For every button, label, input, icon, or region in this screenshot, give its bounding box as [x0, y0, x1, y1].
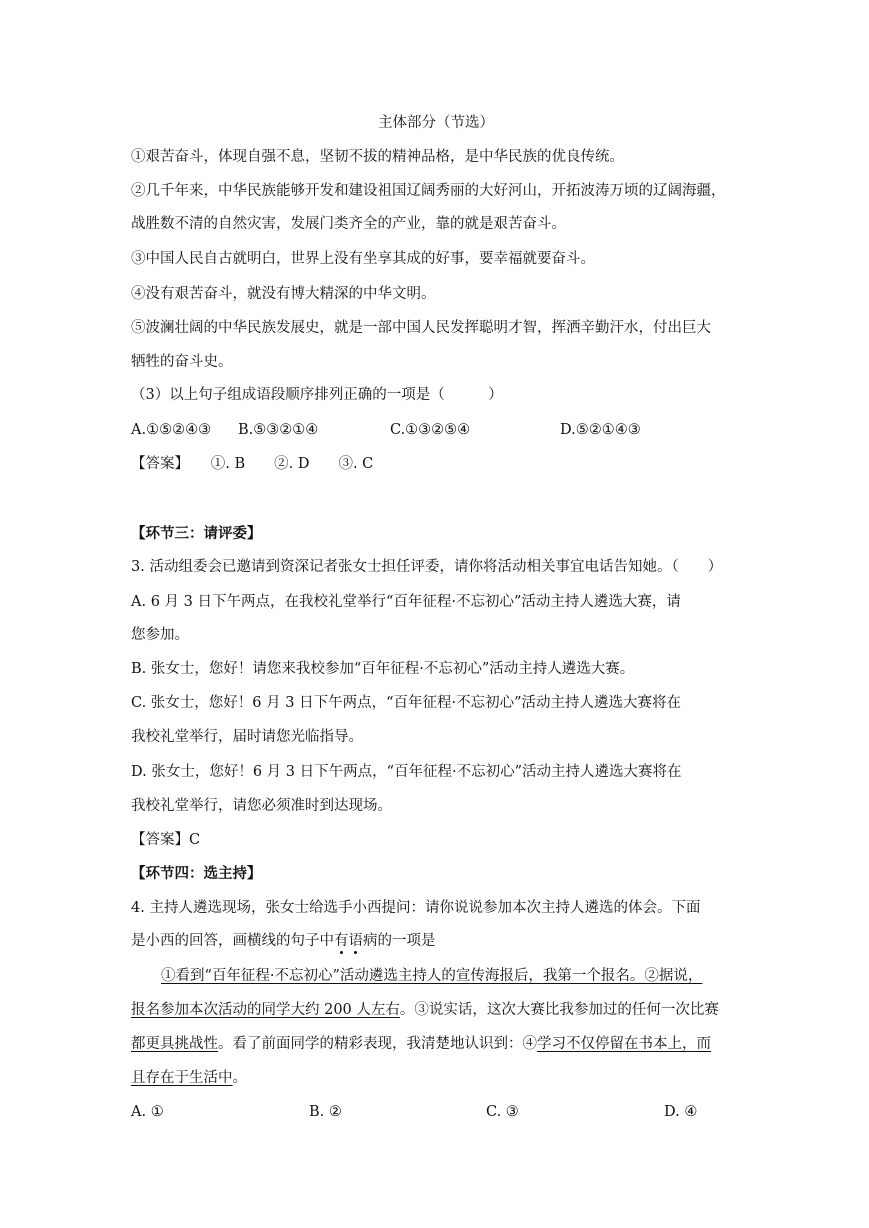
choice-b: B. 张女士，您好！请您来我校参加“百年征程·不忘初心”活动主持人遴选大赛。 [131, 661, 635, 677]
sentence-5-line-1: ⑤波澜壮阔的中华民族发展史，就是一部中国人民发挥聪明才智，挥洒辛勤汗水，付出巨大 [131, 320, 711, 336]
sentence-2-line-1: ②几千年来，中华民族能够开发和建设祖国辽阔秀丽的大好河山，开拓波涛万顷的辽阔海疆， [131, 183, 726, 199]
sentence-4: ④没有艰苦奋斗，就没有博大精深的中华文明。 [131, 286, 436, 302]
choice-c-line-2: 我校礼堂举行，届时请您光临指导。 [131, 729, 363, 745]
passage-text: 。 [232, 1070, 247, 1086]
sentence-3: ③中国人民自古就明白，世界上没有坐享其成的好事，要幸福就要奋斗。 [131, 251, 595, 267]
choice-a-line-2: 您参加。 [131, 627, 189, 643]
passage-line-4 [131, 1068, 741, 1088]
passage-line-2 [131, 1000, 741, 1020]
passage-text: 。③说实话，这次大赛比我参加过的任何一次比赛 [399, 1002, 719, 1018]
underlined-sentence-4-end: 且存在于生活中 [131, 1070, 233, 1086]
choice-d-line-1: D. 张女士，您好！6 月 3 日下午两点，“百年征程·不忘初心”活动主持人遴选大赛将在 [131, 764, 682, 780]
sentence-2-line-2: 战胜数不清的自然灾害，发展门类齐全的产业，靠的就是艰苦奋斗。 [131, 216, 566, 232]
option-b: B. ② [309, 1104, 342, 1120]
choice-c-line-1: C. 张女士，您好！6 月 3 日下午两点，“百年征程·不忘初心”活动主持人遴选大赛将在 [131, 695, 682, 711]
option-d: D. ④ [664, 1104, 698, 1120]
answer-2: 【答案】C [131, 832, 201, 848]
choice-a-line-1: A. 6 月 3 日下午两点，在我校礼堂举行“百年征程·不忘初心”活动主持人遴选大赛，请 [131, 594, 681, 610]
answer-1: 【答案】 ①. B ②. D ③. C [131, 456, 374, 472]
q-text-pre: 是小西的回答，画横线的句子中 [131, 933, 334, 949]
underlined-sentence-3: 都更具挑战性 [131, 1036, 218, 1052]
section-title: 主体部分（节选） [378, 115, 494, 131]
option-c: C.①③②⑤④ [390, 422, 471, 438]
passage-line-1 [161, 966, 741, 986]
question-3-stem: 3. 活动组委会已邀请到资深记者张女士担任评委，请你将活动相关事宜电话告知她。（ ） [131, 559, 723, 575]
passage-text: 。看了前面同学的精彩表现，我清楚地认识到：④ [218, 1036, 537, 1052]
question-4-line-1: 4. 主持人遴选现场，张女士给选手小西提问：请你说说参加本次主持人遴选的体会。下面 [131, 900, 701, 916]
underlined-sentence-4: 学习不仅停留在书本上，而 [537, 1036, 711, 1052]
emphasis-char-2: 语 [348, 933, 363, 949]
option-d: D.⑤②①④③ [560, 422, 641, 438]
option-a: A.①⑤②④③ [131, 422, 212, 438]
section-4-heading: 【环节四：选主持】 [131, 865, 262, 882]
emphasis-char-1: 有 [334, 933, 349, 949]
sentence-1: ①艰苦奋斗，体现自强不息，坚韧不拔的精神品格，是中华民族的优良传统。 [131, 149, 624, 165]
question-3-options [131, 420, 741, 440]
question-3: （3）以上句子组成语段顺序排列正确的一项是（ ） [131, 387, 503, 403]
question-4-options [131, 1102, 741, 1122]
choice-d-line-2: 我校礼堂举行，请您必须准时到达现场。 [131, 798, 392, 814]
underlined-sentence-1: ①看到“百年征程·不忘初心”活动遴选主持人的宣传海报后，我第一个报名。②据说， [161, 968, 703, 984]
option-c: C. ③ [486, 1104, 519, 1120]
question-4-line-2 [131, 931, 741, 951]
section-3-heading: 【环节三：请评委】 [131, 525, 262, 542]
q-text-post: 病的一项是 [363, 933, 436, 949]
underlined-sentence-2: 报名参加本次活动的同学大约 200 人左右 [131, 1002, 400, 1018]
option-b: B.⑤③②①④ [238, 422, 319, 438]
sentence-5-line-2: 牺牲的奋斗史。 [131, 354, 233, 370]
passage-line-3 [131, 1034, 741, 1054]
option-a: A. ① [131, 1104, 164, 1120]
